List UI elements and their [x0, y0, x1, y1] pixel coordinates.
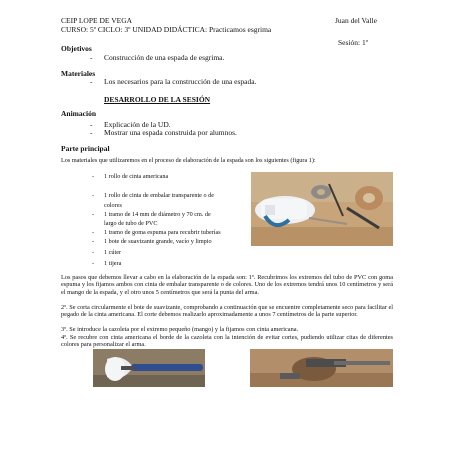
bullet-dash: - — [90, 77, 93, 86]
material-list-item: 1 rollo de cinta americana — [104, 173, 169, 180]
objectives-title: Objetivos — [61, 44, 92, 53]
materials-photo-illustration — [251, 172, 393, 246]
objective-item: Construcción de una espada de esgrima. — [104, 53, 225, 62]
animation-title: Animación — [61, 109, 97, 118]
materials-photo — [251, 172, 393, 246]
material-list-item: 1 rollo de cinta de embalar transparente o de — [104, 192, 214, 199]
steps-paragraph: Los pasos que debemos llevar a cabo en la elaboración de la espada son: 1º. Recubrimos los extremos del tubo de PVC con goma espuma y los fijamos ambos con cinta de embalar transparente o de colores. Uno de los extremos tendrá unos 10 centímetros y será el mango de la espada, y el otro unos 5 centímetros que será la punta del arma. — [61, 274, 393, 296]
animation-item: Explicación de la UD. — [104, 120, 171, 129]
material-item: Los necesarios para la construcción de una espada. — [104, 77, 257, 86]
material-list-item: largo de tubo de PVC — [104, 220, 158, 227]
author-name: Juan del Valle — [335, 16, 377, 25]
animation-item: Mostrar una espada construida por alumnos. — [104, 128, 237, 137]
bullet-dash: - — [92, 173, 95, 180]
bullet-dash: - — [92, 229, 95, 236]
material-list-item: 1 tramo de 14 mm de diámetro y 70 cm. de — [104, 211, 211, 218]
material-list-item: 1 bote de suavizante grande, vacío y limpio — [104, 238, 212, 245]
material-list-item: 1 cúter — [104, 249, 122, 256]
session-label: Sesión: 1º — [338, 38, 369, 47]
tape-wrap-photo — [250, 349, 393, 387]
step-4-paragraph: 4º. Se recubre con cinta americana el borde de la cazoleta con la intención de evitar cortes, pudiendo utilizar citas de diferentes colores para personalizar el arma. — [61, 334, 393, 349]
bullet-dash: - — [92, 238, 95, 245]
step-2-paragraph: 2º. Se corta circularmente el bote de suavizante, comprobando a continuación que se encuentre completamente seco para facilitar el pegado de la cinta americana. El corte debemos realizarlo aproximadamente a unos 7 centímetros de la parte superior. — [61, 304, 393, 319]
school-name: CEIP LOPE DE VEGA — [61, 16, 133, 25]
bullet-dash: - — [92, 249, 95, 256]
development-title: DESARROLLO DE LA SESIÓN — [104, 95, 211, 104]
material-list-item: 1 tramo de goma espuma para recubrir tuberías — [104, 229, 221, 236]
material-list-item: colores — [104, 202, 122, 209]
materials-title: Materiales — [61, 69, 96, 78]
step-3-paragraph: 3º. Se introduce la cazoleta por el extremo pequeño (mango) y la fijamos con cinta americana. — [61, 326, 299, 333]
course-line: CURSO: 5º CICLO: 3º UNIDAD DIDÁCTICA: Practicamos esgrima — [61, 25, 272, 34]
bullet-dash: - — [90, 53, 93, 62]
bullet-dash: - — [92, 260, 95, 267]
bullet-dash: - — [92, 211, 95, 218]
bullet-dash: - — [92, 192, 95, 199]
main-part-intro: Los materiales que utilizaremos en el proceso de elaboración de la espada son los siguientes (figura 1): — [61, 157, 316, 164]
main-part-title: Parte principal — [61, 144, 110, 153]
bullet-dash: - — [90, 128, 93, 137]
sword-grip-illustration — [93, 349, 205, 387]
bullet-dash: - — [90, 120, 93, 129]
sword-grip-photo — [93, 349, 205, 387]
tape-wrap-illustration — [250, 349, 393, 387]
material-list-item: 1 tijera — [104, 260, 122, 267]
